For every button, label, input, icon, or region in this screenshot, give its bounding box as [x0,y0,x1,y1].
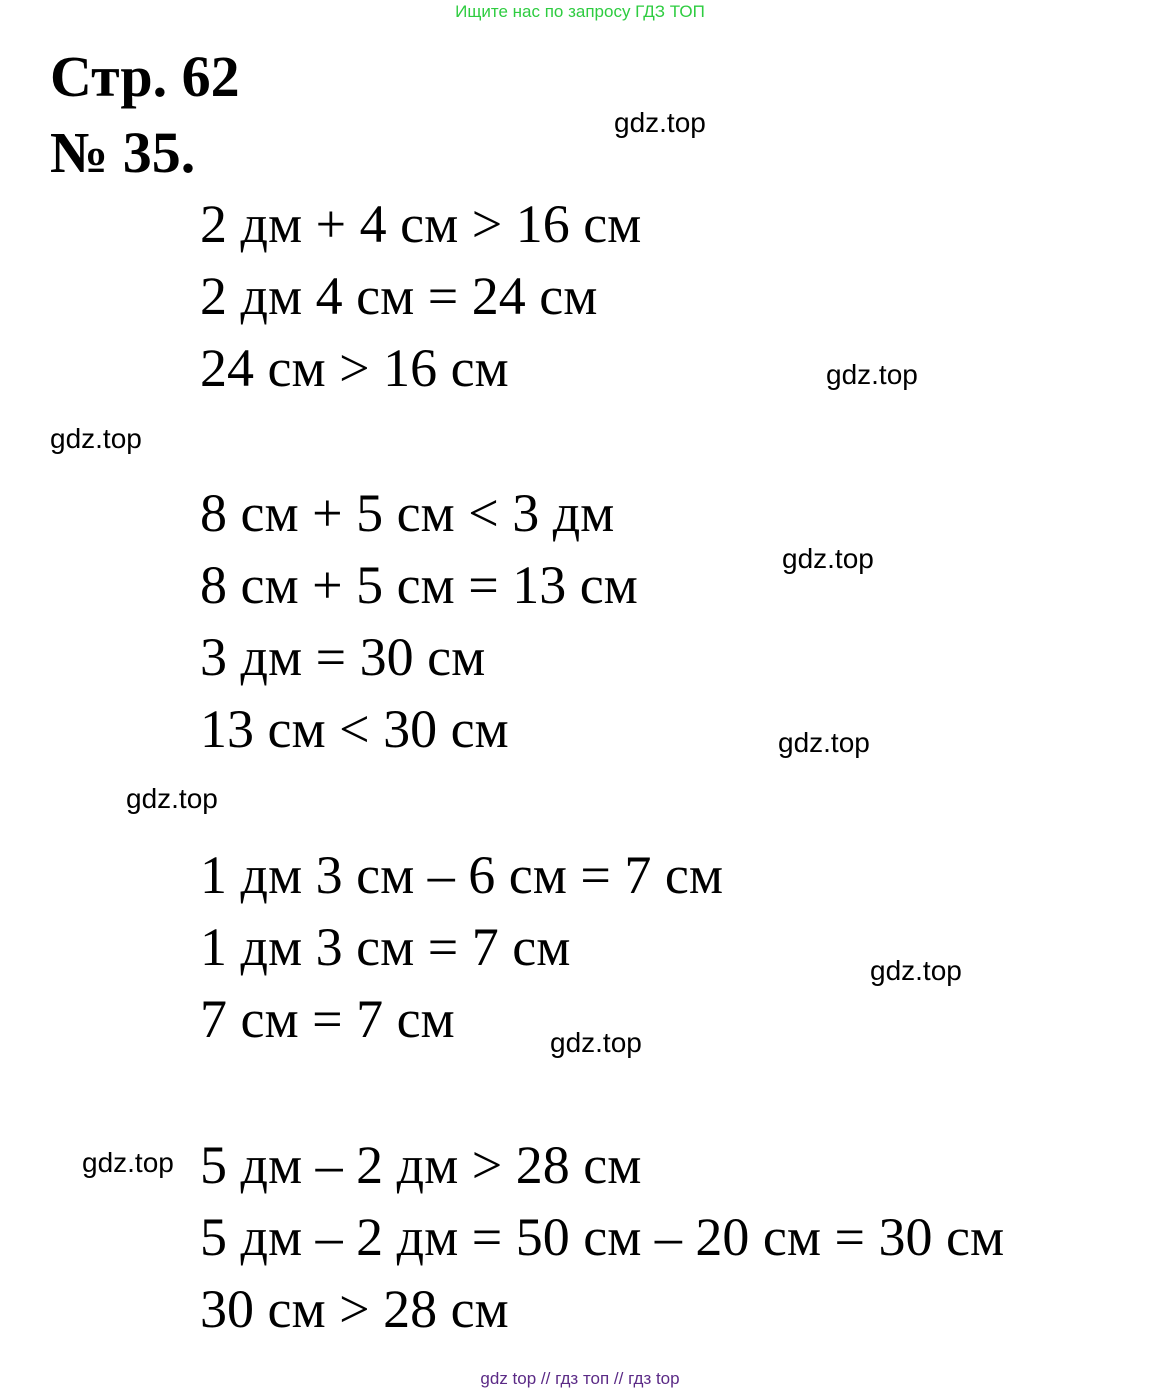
equation-2-4: 13 см < 30 см [200,699,509,759]
equation-1-3: 24 см > 16 см [200,338,509,398]
watermark: gdz.top [550,1027,642,1058]
watermark: gdz.top [614,107,706,138]
watermark: gdz.top [126,783,218,814]
equation-4-1: 5 дм – 2 дм > 28 см [200,1135,642,1195]
equation-1-1: 2 дм + 4 см > 16 см [200,194,642,254]
equation-2-3: 3 дм = 30 см [200,627,486,687]
equation-2-2: 8 см + 5 см = 13 см [200,555,638,615]
watermark: gdz.top [50,423,142,454]
equation-4-2: 5 дм – 2 дм = 50 см – 20 см = 30 см [200,1207,1005,1267]
equation-3-3: 7 см = 7 см [200,989,455,1049]
equation-4-3: 30 см > 28 см [200,1279,509,1339]
watermark: gdz.top [782,543,874,574]
equation-3-2: 1 дм 3 см = 7 см [200,917,571,977]
top-banner: Ищите нас по запросу ГДЗ ТОП [455,2,705,21]
equation-2-1: 8 см + 5 см < 3 дм [200,483,615,543]
exercise-number: № 35. [50,120,196,185]
watermark: gdz.top [826,359,918,390]
page-title: Стр. 62 [50,44,240,109]
footer: gdz top // гдз топ // гдз top [480,1369,680,1388]
watermark: gdz.top [778,727,870,758]
watermark: gdz.top [870,955,962,986]
watermark: gdz.top [82,1147,174,1178]
equation-3-1: 1 дм 3 см – 6 см = 7 см [200,845,724,905]
equation-1-2: 2 дм 4 см = 24 см [200,266,598,326]
